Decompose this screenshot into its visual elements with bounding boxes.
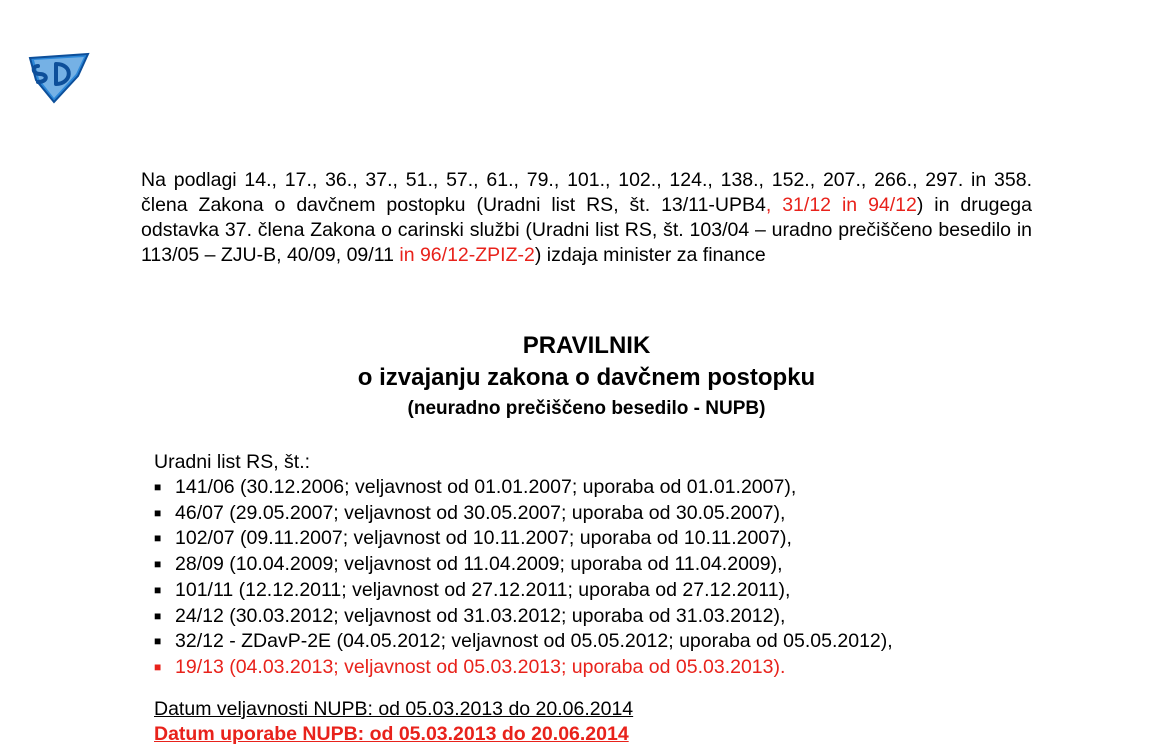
amendment-item (154, 578, 893, 604)
document-note: (neuradno prečiščeno besedilo - NUPB) (407, 398, 766, 419)
square-bullet-icon: ■ (154, 505, 162, 520)
amendment-text: 46/07 (29.05.2007; veljavnost od 30.05.2007; uporaba od 30.05.2007), (175, 501, 786, 524)
sd-logo-icon (22, 48, 96, 106)
intro-text-1: Na podlagi 14., 17., 36., 37., 51., 57., 61., 79., 101., 102., 124., 138., 152., 207., 266., 297. in 358. člena Zakona o davčnem postopku (Uradni list RS, št. 13/11-UPB4 (141, 169, 1032, 216)
square-bullet-icon: ■ (154, 531, 162, 546)
amendment-text: 19/13 (04.03.2013; veljavnost od 05.03.2013; uporaba od 05.03.2013). (175, 655, 786, 678)
legal-basis-paragraph (141, 168, 1032, 268)
document-subtitle: o izvajanju zakona o davčnem postopku (357, 364, 816, 391)
intro-text-1-amendment: , 31/12 in 94/12 (765, 194, 917, 216)
amendment-item (154, 526, 893, 552)
square-bullet-icon: ■ (154, 480, 162, 494)
amendment-item (154, 475, 893, 501)
validity-period: Datum veljavnosti NUPB: od 05.03.2013 do 20.06.2014 (154, 698, 634, 720)
amendment-item (154, 629, 893, 655)
amendment-text: 32/12 - ZDavP-2E (04.05.2012; veljavnost od 05.05.2012; uporaba od 05.05.2012), (175, 630, 893, 653)
square-bullet-icon: ■ (154, 659, 162, 674)
amendment-text: 28/09 (10.04.2009; veljavnost od 11.04.2009; uporaba od 11.04.2009), (175, 553, 783, 576)
use-period: Datum uporabe NUPB: od 05.03.2013 do 20.06.2014 (154, 723, 629, 745)
amendment-text: 24/12 (30.03.2012; veljavnost od 31.03.2012; uporaba od 31.03.2012), (175, 604, 786, 627)
document-title: PRAVILNIK (522, 332, 651, 359)
square-bullet-icon: ■ (154, 608, 162, 623)
square-bullet-icon: ■ (154, 634, 162, 649)
square-bullet-icon: ■ (154, 582, 162, 597)
amendment-item (154, 604, 893, 630)
intro-text-2: ) in drugega odstavka 37. člena Zakona o carinski službi (Uradni list RS, št. 103/04 – uradno prečiščeno besedilo in 113/05 – ZJU-B, 40/09, 09/11 (141, 194, 1032, 266)
amendment-item (154, 655, 893, 681)
amendment-text: 141/06 (30.12.2006; veljavnost od 01.01.2007; uporaba od 01.01.2007), (175, 476, 797, 498)
gazette-label: Uradni list RS, št.: (154, 451, 311, 473)
amendment-list (154, 475, 893, 681)
amendment-item (154, 501, 893, 527)
amendment-item (154, 552, 893, 578)
amendment-text: 101/11 (12.12.2011; veljavnost od 27.12.2011; uporaba od 27.12.2011), (175, 578, 791, 601)
intro-text-2-amendment: in 96/12-ZPIZ-2 (393, 244, 535, 266)
intro-text-3: ) izdaja minister za finance (534, 244, 766, 266)
amendment-text: 102/07 (09.11.2007; veljavnost od 10.11.2007; uporaba od 10.11.2007), (175, 527, 792, 550)
square-bullet-icon: ■ (154, 557, 162, 572)
